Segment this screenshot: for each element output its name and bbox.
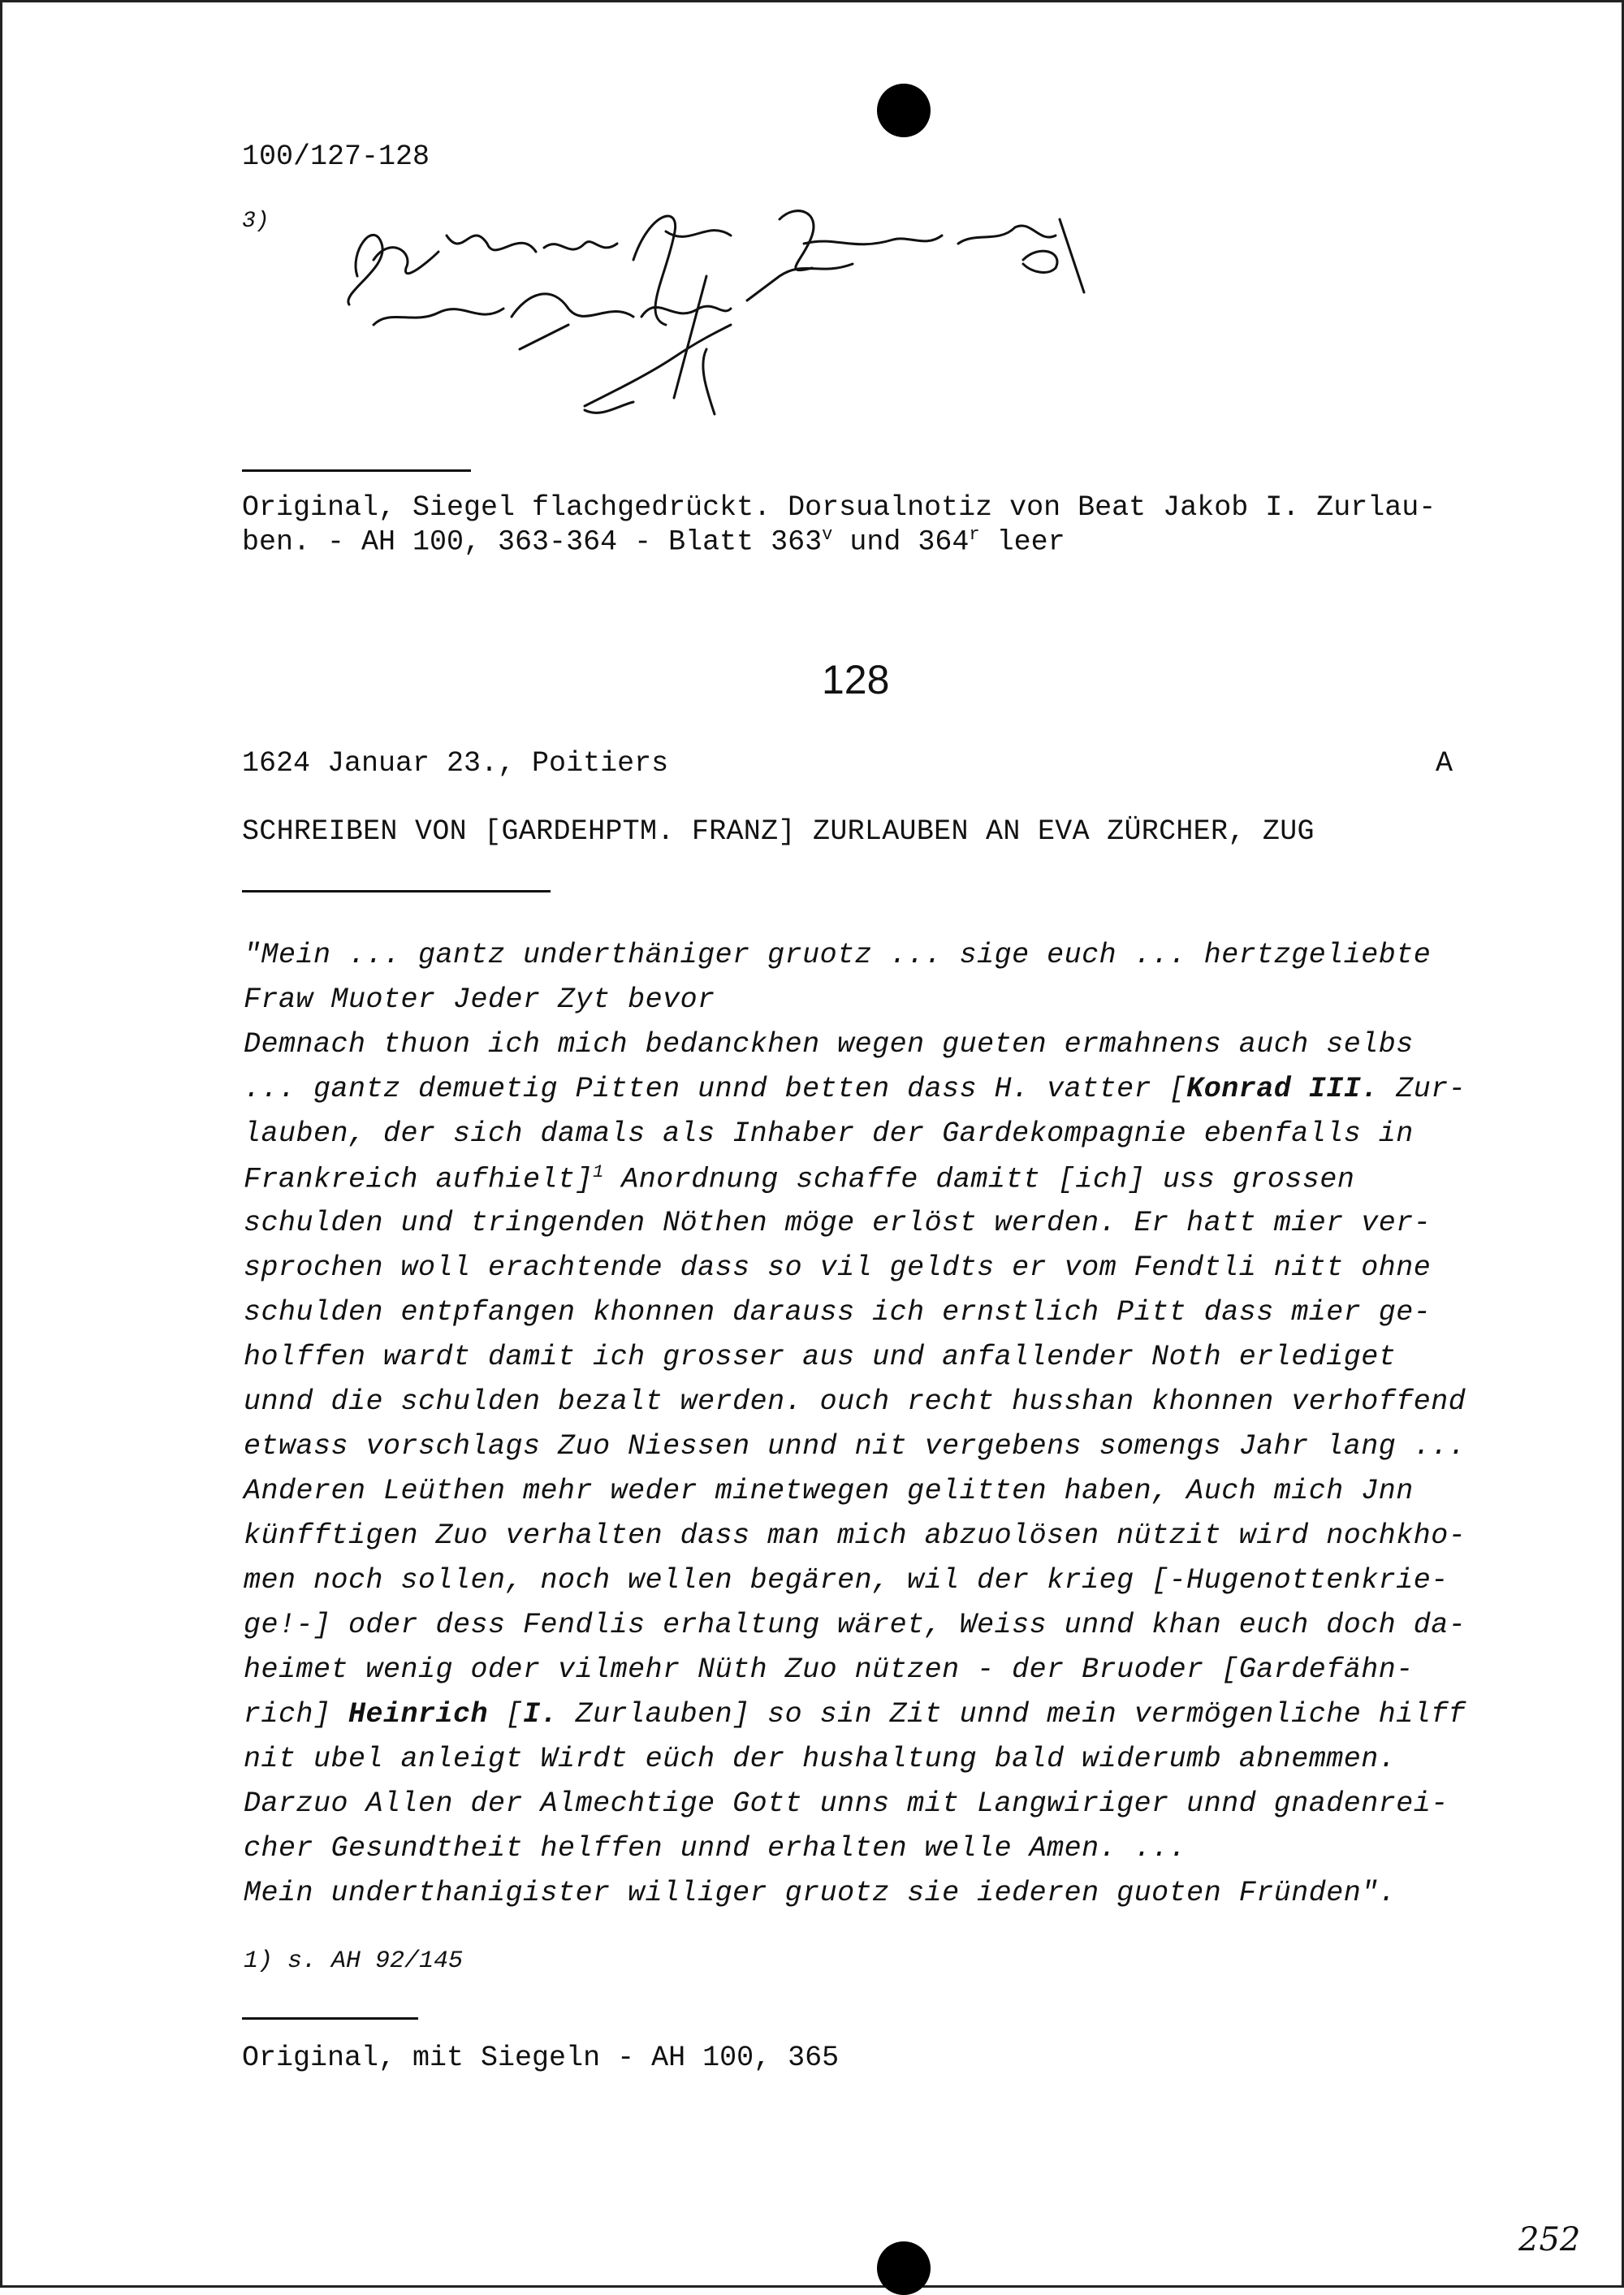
body-line: "Mein ... gantz underthäniger gruotz ... sige euch ... hertzgeliebte [244, 939, 1432, 971]
previous-note-line-2: ben. - AH 100, 363-364 - Blatt 363$^v$ und 364$^r$ leer [242, 525, 1065, 559]
body-line: unnd die schulden bezalt werden. ouch recht husshan khonnen verhoffend [244, 1385, 1466, 1418]
body-line: ... gantz demuetig Pitten unnd betten dass H. vatter [Konrad III. Zur- [244, 1073, 1466, 1105]
divider-2 [242, 890, 551, 892]
body-line: ge!-] oder dess Fendlis erhaltung wäret, Weiss unnd khan euch doch da- [244, 1609, 1466, 1641]
body-line: schulden entpfangen khonnen darauss ich ernstlich Pitt dass mier ge- [244, 1296, 1432, 1329]
top-reference: 100/127-128 [242, 140, 430, 173]
body-line: heimet wenig oder vilmehr Nüth Zuo nützen - der Bruoder [Gardefähn- [244, 1653, 1414, 1686]
body-line: sprochen woll erachtende dass so vil geldts er vom Fendtli nitt ohne [244, 1251, 1432, 1284]
page-number-handwritten: 252 [1518, 2221, 1581, 2258]
body-line: cher Gesundtheit helffen unnd erhalten welle Amen. ... [244, 1832, 1187, 1865]
document-number: 128 [822, 657, 890, 702]
body-line: Mein underthanigister williger gruotz sie iederen guoten Fründen". [244, 1877, 1397, 1909]
divider-1 [242, 469, 471, 472]
body-line: Anderen Leüthen mehr weder minetwegen gelitten haben, Auch mich Jnn [244, 1475, 1414, 1507]
body-line: rich] Heinrich [I. Zurlauben] so sin Zit unnd mein vermögenliche hilff [244, 1698, 1466, 1731]
punch-hole-bottom [877, 2241, 931, 2295]
punch-hole-top [877, 84, 931, 137]
body-line: künfftigen Zuo verhalten dass man mich abzuolösen nützit wird nochkho- [244, 1519, 1466, 1552]
body-line: Frankreich aufhielt]$^1$ Anordnung schaffe damitt [ich] uss grossen [244, 1162, 1355, 1196]
source-note: Original, mit Siegeln - AH 100, 365 [242, 2042, 840, 2074]
footnote-marker-top: 3) [242, 209, 270, 234]
body-line: men noch sollen, noch wellen begären, wil der krieg [-Hugenottenkrie- [244, 1564, 1449, 1597]
body-line: Darzuo Allen der Almechtige Gott unns mit Langwiriger unnd gnadenrei- [244, 1787, 1449, 1820]
body-line: schulden und tringenden Nöthen möge erlöst werden. Er hatt mier ver- [244, 1207, 1432, 1239]
body-line: Fraw Muoter Jeder Zyt bevor [244, 983, 715, 1016]
date-place: 1624 Januar 23., Poitiers [242, 747, 669, 780]
footnote: 1) s. AH 92/145 [244, 1947, 464, 1975]
body-line: holffen wardt damit ich grosser aus und anfallender Noth erlediget [244, 1341, 1397, 1373]
body-line: etwass vorschlags Zuo Niessen unnd nit vergebens somengs Jahr lang ... [244, 1430, 1466, 1463]
handwritten-note [325, 187, 1096, 422]
letter-mark: A [1436, 747, 1453, 780]
body-line: lauben, der sich damals als Inhaber der Gardekompagnie ebenfalls in [244, 1117, 1414, 1150]
divider-3 [242, 2017, 418, 2020]
previous-source-note [242, 491, 1436, 559]
previous-note-line-1: Original, Siegel flachgedrückt. Dorsualnotiz von Beat Jakob I. Zurlau- [242, 491, 1436, 524]
body-line: Demnach thuon ich mich bedanckhen wegen gueten ermahnens auch selbs [244, 1028, 1414, 1061]
body-line: nit ubel anleigt Wirdt eüch der hushaltung bald widerumb abnemmen. [244, 1743, 1397, 1775]
document-title: SCHREIBEN VON [GARDEHPTM. FRANZ] ZURLAUBEN AN EVA ZÜRCHER, ZUG [242, 815, 1315, 848]
